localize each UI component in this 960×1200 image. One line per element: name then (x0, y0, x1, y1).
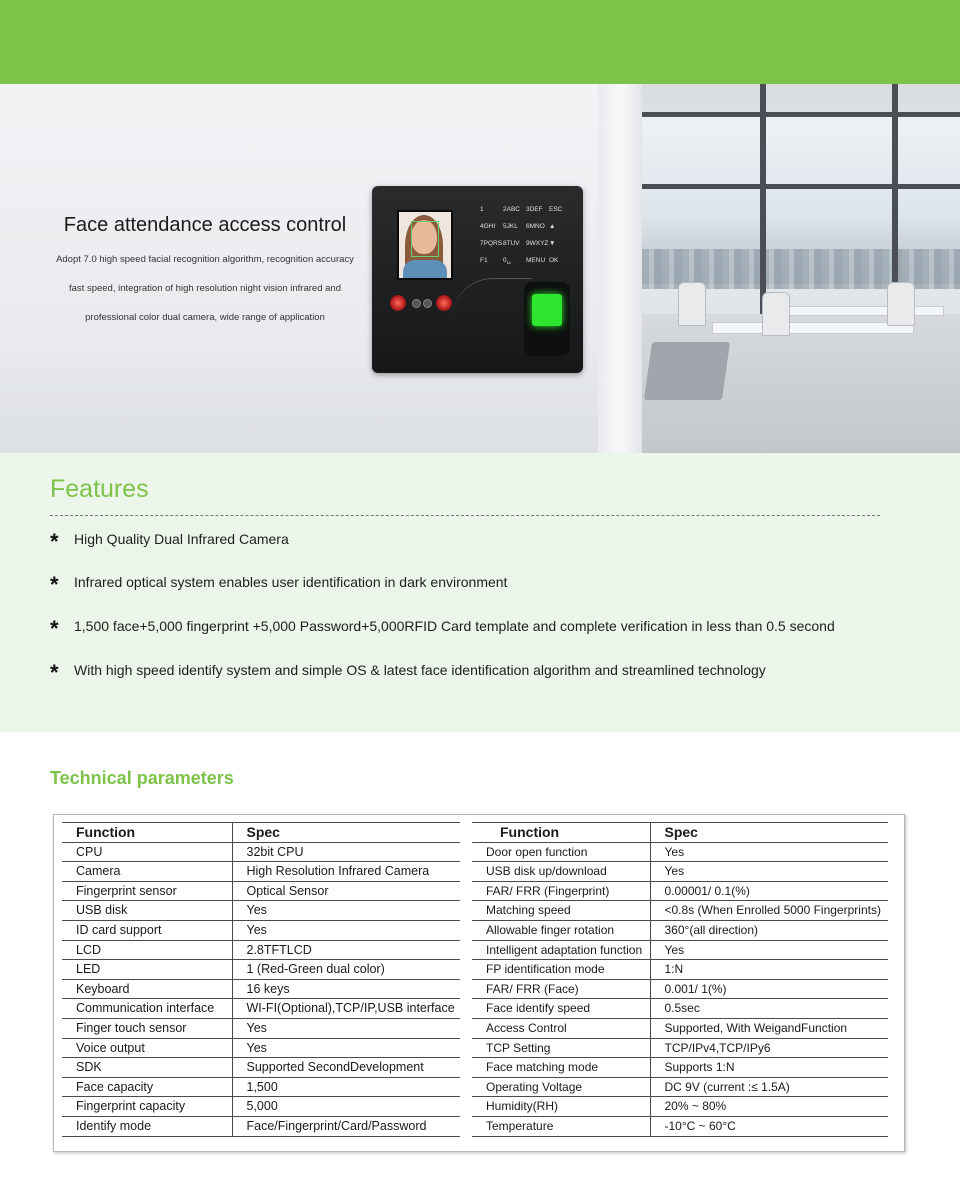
office-chair (762, 292, 790, 336)
parameter-spec-cell: 2.8TFTLCD (232, 940, 460, 960)
table-row (472, 1038, 888, 1058)
table-row (472, 960, 888, 980)
table-header-row (472, 823, 888, 843)
parameter-spec-cell: 1 (Red-Green dual color) (232, 960, 460, 980)
parameter-function-cell: Fingerprint capacity (62, 1097, 232, 1117)
table-row (472, 920, 888, 940)
parameters-table-box (53, 814, 905, 1152)
parameter-spec-cell: WI-FI(Optional),TCP/IP,USB interface (232, 999, 460, 1019)
keypad-key: F1 (480, 257, 488, 264)
parameter-spec-cell: Yes (232, 1038, 460, 1058)
asterisk-icon: * (50, 616, 59, 641)
parameter-spec-cell: Supports 1:N (650, 1058, 888, 1078)
table-row (62, 960, 460, 980)
features-divider (50, 515, 880, 516)
table-row (62, 1018, 460, 1038)
parameter-spec-cell: DC 9V (current :≤ 1.5A) (650, 1077, 888, 1097)
table-row (62, 1077, 460, 1097)
infrared-led-icon (436, 295, 452, 311)
table-row (472, 1116, 888, 1136)
parameter-function-cell: Matching speed (472, 901, 650, 921)
table-row (472, 862, 888, 882)
parameter-spec-cell: Yes (232, 1018, 460, 1038)
parameter-function-cell: Door open function (472, 842, 650, 862)
window-frame (642, 112, 960, 117)
parameter-function-cell: Communication interface (62, 999, 232, 1019)
table-row (62, 1116, 460, 1136)
asterisk-icon: * (50, 572, 59, 597)
camera-lens-icon (412, 299, 421, 308)
feature-item (50, 660, 766, 685)
table-row (472, 881, 888, 901)
table-row (472, 842, 888, 862)
feature-item (50, 616, 835, 641)
parameter-spec-cell: 32bit CPU (232, 842, 460, 862)
table-row (62, 940, 460, 960)
asterisk-icon: * (50, 529, 59, 554)
hero-title: Face attendance access control (63, 214, 347, 236)
window-frame (892, 84, 898, 314)
parameter-spec-cell: Yes (232, 920, 460, 940)
keypad-key: ESC (549, 206, 563, 213)
parameter-function-cell: Allowable finger rotation (472, 920, 650, 940)
parameter-function-cell: ID card support (62, 920, 232, 940)
parameter-function-cell: Identify mode (62, 1116, 232, 1136)
table-row (472, 1058, 888, 1078)
keypad-key: 4GHI (480, 223, 496, 230)
parameter-function-cell: FAR/ FRR (Face) (472, 979, 650, 999)
parameters-right-body (472, 842, 888, 1136)
hero-desc-line: Adopt 7.0 high speed facial recognition algorithm, recognition accuracy (56, 254, 354, 265)
parameter-function-cell: Temperature (472, 1116, 650, 1136)
table-row (62, 1058, 460, 1078)
parameter-function-cell: LED (62, 960, 232, 980)
parameter-function-cell: Finger touch sensor (62, 1018, 232, 1038)
device-panel-curve (452, 278, 532, 319)
table-row (472, 1018, 888, 1038)
camera-lens-icon (423, 299, 432, 308)
parameter-function-cell: Camera (62, 862, 232, 882)
feature-item (50, 529, 289, 554)
keypad-key: ▲ (549, 223, 556, 230)
office-desk (712, 322, 914, 334)
parameter-function-cell: CPU (62, 842, 232, 862)
keypad-key: 6MNO (526, 223, 545, 230)
parameter-spec-cell: 16 keys (232, 979, 460, 999)
keypad-key: 7PQRS (480, 240, 503, 247)
hero-pillar (598, 84, 642, 453)
infrared-led-icon (390, 295, 406, 311)
keypad-key: 0␣ (503, 257, 511, 264)
top-banner (0, 0, 960, 84)
face-attendance-device (372, 186, 583, 373)
parameter-spec-cell: 5,000 (232, 1097, 460, 1117)
keypad-key: 8TUV (503, 240, 520, 247)
feature-text: Infrared optical system enables user identification in dark environment (74, 574, 508, 590)
office-photo (642, 84, 960, 453)
parameters-left-body (62, 842, 460, 1136)
hero-desc-line: fast speed, integration of high resolution night vision infrared and (69, 283, 341, 294)
device-screen (397, 210, 453, 280)
table-row (62, 901, 460, 921)
table-row (62, 1038, 460, 1058)
device-keypad (480, 206, 572, 265)
parameter-function-cell: Voice output (62, 1038, 232, 1058)
asterisk-icon: * (50, 660, 59, 685)
parameter-function-cell: FP identification mode (472, 960, 650, 980)
parameter-spec-cell: Face/Fingerprint/Card/Password (232, 1116, 460, 1136)
window-frame (642, 184, 960, 189)
features-title: Features (50, 475, 149, 503)
parameter-spec-cell: -10°C ~ 60°C (650, 1116, 888, 1136)
parameters-table-right (472, 822, 888, 1137)
laptop (644, 342, 730, 400)
features-section (0, 453, 960, 732)
table-row (472, 979, 888, 999)
table-row (62, 1097, 460, 1117)
table-row (62, 999, 460, 1019)
parameter-spec-cell: 0.001/ 1(%) (650, 979, 888, 999)
feature-text: With high speed identify system and simple OS & latest face identification algorithm and streamlined technology (74, 662, 766, 678)
feature-text: High Quality Dual Infrared Camera (74, 531, 289, 547)
column-header-function: Function (62, 823, 232, 843)
table-header-row (62, 823, 460, 843)
office-desk (782, 306, 944, 316)
parameter-function-cell: Operating Voltage (472, 1077, 650, 1097)
office-chair (887, 282, 915, 326)
parameter-spec-cell: 1,500 (232, 1077, 460, 1097)
parameter-spec-cell: <0.8s (When Enrolled 5000 Fingerprints) (650, 901, 888, 921)
fingerprint-window (532, 294, 562, 326)
parameter-spec-cell: Yes (650, 842, 888, 862)
parameter-spec-cell: 1:N (650, 960, 888, 980)
hero-desc-line: professional color dual camera, wide range of application (85, 312, 325, 323)
parameter-spec-cell: Yes (650, 862, 888, 882)
column-header-spec: Spec (232, 823, 460, 843)
table-row (62, 842, 460, 862)
table-row (472, 1097, 888, 1117)
parameter-function-cell: Keyboard (62, 979, 232, 999)
parameter-function-cell: SDK (62, 1058, 232, 1078)
column-header-spec: Spec (650, 823, 888, 843)
table-row (472, 901, 888, 921)
parameter-function-cell: FAR/ FRR (Fingerprint) (472, 881, 650, 901)
keypad-key: 9WXYZ (526, 240, 549, 247)
parameter-function-cell: USB disk (62, 901, 232, 921)
office-chair (678, 282, 706, 326)
parameter-function-cell: Face identify speed (472, 999, 650, 1019)
parameter-function-cell: Face matching mode (472, 1058, 650, 1078)
parameter-spec-cell: Yes (650, 940, 888, 960)
keypad-key: 2ABC (503, 206, 520, 213)
parameter-function-cell: Fingerprint sensor (62, 881, 232, 901)
parameter-function-cell: LCD (62, 940, 232, 960)
table-row (62, 862, 460, 882)
table-row (472, 999, 888, 1019)
table-row (62, 881, 460, 901)
parameter-spec-cell: Optical Sensor (232, 881, 460, 901)
keypad-key: 5JKL (503, 223, 518, 230)
face-photo-shirt (403, 260, 447, 278)
keypad-key: 3DEF (526, 206, 543, 213)
keypad-key: ▼ (549, 240, 556, 247)
table-row (472, 1077, 888, 1097)
parameter-spec-cell: 0.00001/ 0.1(%) (650, 881, 888, 901)
parameter-spec-cell: 360°(all direction) (650, 920, 888, 940)
table-row (62, 979, 460, 999)
table-row (62, 920, 460, 940)
parameter-function-cell: USB disk up/download (472, 862, 650, 882)
parameter-spec-cell: Yes (232, 901, 460, 921)
parameter-spec-cell: TCP/IPv4,TCP/IPy6 (650, 1038, 888, 1058)
parameter-spec-cell: 20% ~ 80% (650, 1097, 888, 1117)
face-scan-frame (411, 221, 439, 257)
keypad-key: OK (549, 257, 559, 264)
fingerprint-sensor (524, 282, 570, 356)
keypad-key: 1 (480, 206, 484, 213)
parameter-function-cell: Face capacity (62, 1077, 232, 1097)
feature-text: 1,500 face+5,000 fingerprint +5,000 Password+5,000RFID Card template and complete verification in less than 0.5 second (74, 618, 835, 634)
parameter-spec-cell: Supported, With WeigandFunction (650, 1018, 888, 1038)
column-header-function: Function (472, 823, 650, 843)
parameter-spec-cell: 0.5sec (650, 999, 888, 1019)
feature-item (50, 572, 508, 597)
parameters-table-left (62, 822, 460, 1137)
parameter-function-cell: Humidity(RH) (472, 1097, 650, 1117)
keypad-key: MENU (526, 257, 546, 264)
parameter-spec-cell: High Resolution Infrared Camera (232, 862, 460, 882)
parameter-function-cell: Access Control (472, 1018, 650, 1038)
parameter-function-cell: Intelligent adaptation function (472, 940, 650, 960)
parameter-spec-cell: Supported SecondDevelopment (232, 1058, 460, 1078)
table-row (472, 940, 888, 960)
parameter-function-cell: TCP Setting (472, 1038, 650, 1058)
technical-parameters-title: Technical parameters (50, 768, 234, 788)
window-frame (760, 84, 766, 314)
